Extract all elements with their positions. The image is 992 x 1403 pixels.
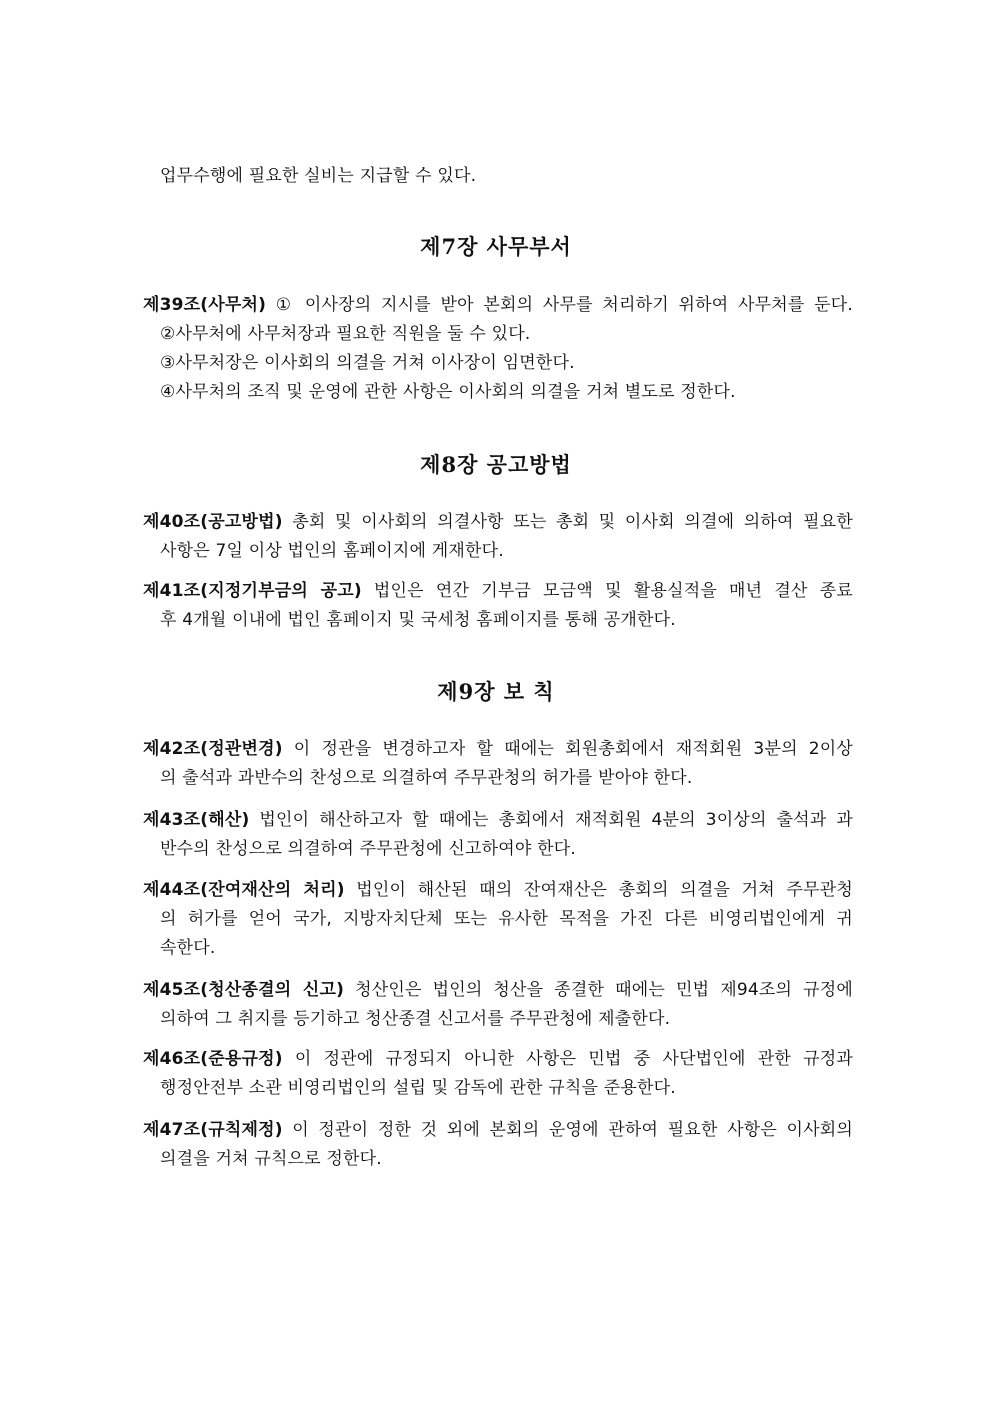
article-45-label: 제45조(청산종결의 신고) [143, 980, 345, 1000]
article-40-line-2: 사항은 7일 이상 법인의 홈페이지에 게재한다. [160, 541, 504, 561]
chapter-9-heading: 제9장 보 칙 [437, 679, 555, 704]
article-43-text-1: 법인이 해산하고자 할 때에는 총회에서 재적회원 4분의 3이상의 출석과 과 [249, 810, 853, 830]
article-39-line-2: ②사무처에 사무처장과 필요한 직원을 둘 수 있다. [160, 324, 531, 344]
article-45-line-2: 의하여 그 취지를 등기하고 청산종결 신고서를 주무관청에 제출한다. [160, 1009, 671, 1029]
article-39 [143, 291, 853, 407]
article-41-label: 제41조(지정기부금의 공고) [143, 581, 362, 601]
article-47-line-2: 의결을 거쳐 규칙으로 정한다. [160, 1149, 382, 1169]
article-43-first-line [143, 806, 853, 835]
article-42-label: 제42조(정관변경) [143, 739, 283, 759]
article-43 [143, 806, 853, 864]
article-47-label: 제47조(규칙제정) [143, 1120, 283, 1140]
article-41 [143, 577, 853, 635]
article-47-first-line [143, 1116, 853, 1145]
article-41-text-1: 법인은 연간 기부금 모금액 및 활용실적을 매년 결산 종료 [361, 581, 853, 601]
article-46 [143, 1045, 853, 1103]
article-44-first-line [143, 876, 853, 905]
article-44-label: 제44조(잔여재산의 처리) [143, 880, 345, 900]
article-47-text-1: 이 정관이 정한 것 외에 본회의 운영에 관하여 필요한 사항은 이사회의 [282, 1120, 853, 1140]
article-45-first-line [143, 976, 853, 1005]
article-43-label: 제43조(해산) [143, 810, 250, 830]
article-40-label: 제40조(공고방법) [143, 512, 283, 532]
article-46-first-line [143, 1045, 853, 1074]
chapter-8-heading: 제8장 공고방법 [420, 452, 572, 477]
article-40-first-line [143, 508, 853, 537]
article-44-line-2: 의 허가를 얻어 국가, 지방자치단체 또는 유사한 목적을 가진 다른 비영리법인에게 귀 [160, 909, 853, 929]
article-45 [143, 976, 853, 1034]
article-39-line-3: ③사무처장은 이사회의 의결을 거쳐 이사장이 임면한다. [160, 353, 575, 373]
article-42 [143, 735, 853, 793]
article-40 [143, 508, 853, 566]
article-46-label: 제46조(준용규정) [143, 1049, 283, 1069]
chapter-7-heading: 제7장 사무부서 [420, 234, 572, 259]
article-44-text-1: 법인이 해산된 때의 잔여재산은 총회의 의결을 거쳐 주무관청 [344, 880, 853, 900]
article-39-label: 제39조(사무처) [143, 295, 267, 315]
article-45-text-1: 청산인은 법인의 청산을 종결한 때에는 민법 제94조의 규정에 [344, 980, 853, 1000]
article-41-line-2: 후 4개월 이내에 법인 홈페이지 및 국세청 홈페이지를 통해 공개한다. [160, 610, 676, 630]
article-44 [143, 876, 853, 963]
article-46-line-2: 행정안전부 소관 비영리법인의 설립 및 감독에 관한 규칙을 준용한다. [160, 1078, 676, 1098]
article-40-text-1: 총회 및 이사회의 의결사항 또는 총회 및 이사회 의결에 의하여 필요한 [282, 512, 853, 532]
article-43-line-2: 반수의 찬성으로 의결하여 주무관청에 신고하여야 한다. [160, 839, 576, 859]
continuation-text: 업무수행에 필요한 실비는 지급할 수 있다. [160, 166, 477, 186]
article-46-text-1: 이 정관에 규정되지 아니한 사항은 민법 중 사단법인에 관한 규정과 [282, 1049, 853, 1069]
article-42-line-2: 의 출석과 과반수의 찬성으로 의결하여 주무관청의 허가를 받아야 한다. [160, 768, 693, 788]
article-39-first-line [143, 291, 853, 320]
article-41-first-line [143, 577, 853, 606]
article-39-text-1: ① 이사장의 지시를 받아 본회의 사무를 처리하기 위하여 사무처를 둔다. [266, 295, 853, 315]
article-42-first-line [143, 735, 853, 764]
article-42-text-1: 이 정관을 변경하고자 할 때에는 회원총회에서 재적회원 3분의 2이상 [282, 739, 853, 759]
article-44-line-3: 속한다. [160, 938, 216, 958]
article-39-line-4: ④사무처의 조직 및 운영에 관한 사항은 이사회의 의결을 거쳐 별도로 정한다. [160, 382, 736, 402]
article-47 [143, 1116, 853, 1174]
